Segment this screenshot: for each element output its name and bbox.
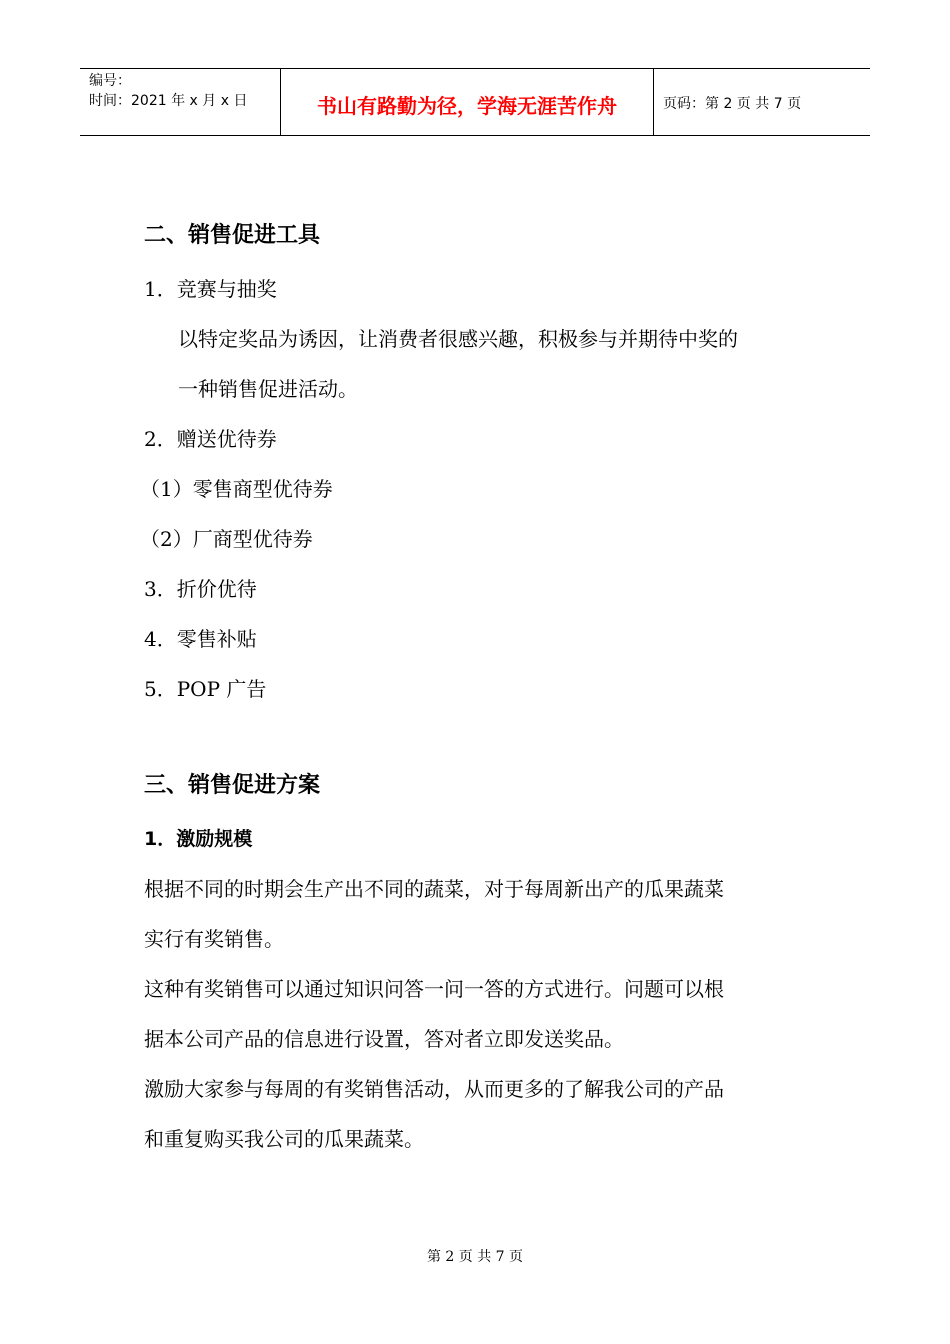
list-subitem-retail-coupon: （1）零售商型优待券 [140, 477, 333, 501]
paragraph-line: 根据不同的时期会生产出不同的蔬菜，对于每周新出产的瓜果蔬菜 [144, 877, 724, 901]
list-item-coupon: 2．赠送优待券 [144, 427, 277, 451]
section-spacer [144, 714, 814, 764]
list-item-retail-subsidy: 4．零售补贴 [144, 627, 257, 651]
section-title-promotion-tools: 二、销售促进工具 [144, 223, 321, 248]
page-footer [0, 1246, 950, 1266]
document-header [80, 68, 870, 136]
paragraph-line: 实行有奖销售。 [144, 927, 284, 951]
header-meta-cell [80, 69, 281, 135]
list-item-pop-ad: 5．POP 广告 [144, 677, 267, 701]
paragraph-line: 这种有奖销售可以通过知识问答一问一答的方式进行。问题可以根 [144, 977, 724, 1001]
list-item-discount: 3．折价优待 [144, 577, 257, 601]
section-title-promotion-plan: 三、销售促进方案 [144, 773, 321, 798]
list-subitem-manufacturer-coupon: （2）厂商型优待券 [140, 527, 313, 551]
document-number-label: 编号： [89, 73, 131, 89]
header-motto-cell [281, 69, 654, 135]
document-date-label: 时间：2021 年 x 月 x 日 [89, 93, 248, 109]
paragraph-line: 激励大家参与每周的有奖销售活动，从而更多的了解我公司的产品 [144, 1077, 724, 1101]
header-page-cell [654, 69, 870, 135]
document-body [140, 214, 814, 1164]
header-page-label: 页码：第 2 页 共 7 页 [663, 96, 802, 112]
paragraph-line: 以特定奖品为诱因，让消费者很感兴趣，积极参与并期待中奖的 [178, 327, 738, 351]
paragraph-line: 据本公司产品的信息进行设置，答对者立即发送奖品。 [144, 1027, 624, 1051]
header-motto: 书山有路勤为径，学海无涯苦作舟 [317, 93, 617, 118]
list-item-contest: 1．竞赛与抽奖 [144, 277, 277, 301]
footer-page-number: 第 2 页 共 7 页 [426, 1249, 524, 1265]
paragraph-line: 一种销售促进活动。 [178, 377, 358, 401]
paragraph-line: 和重复购买我公司的瓜果蔬菜。 [144, 1127, 424, 1151]
list-item-incentive-scale: 1．激励规模 [144, 828, 253, 850]
